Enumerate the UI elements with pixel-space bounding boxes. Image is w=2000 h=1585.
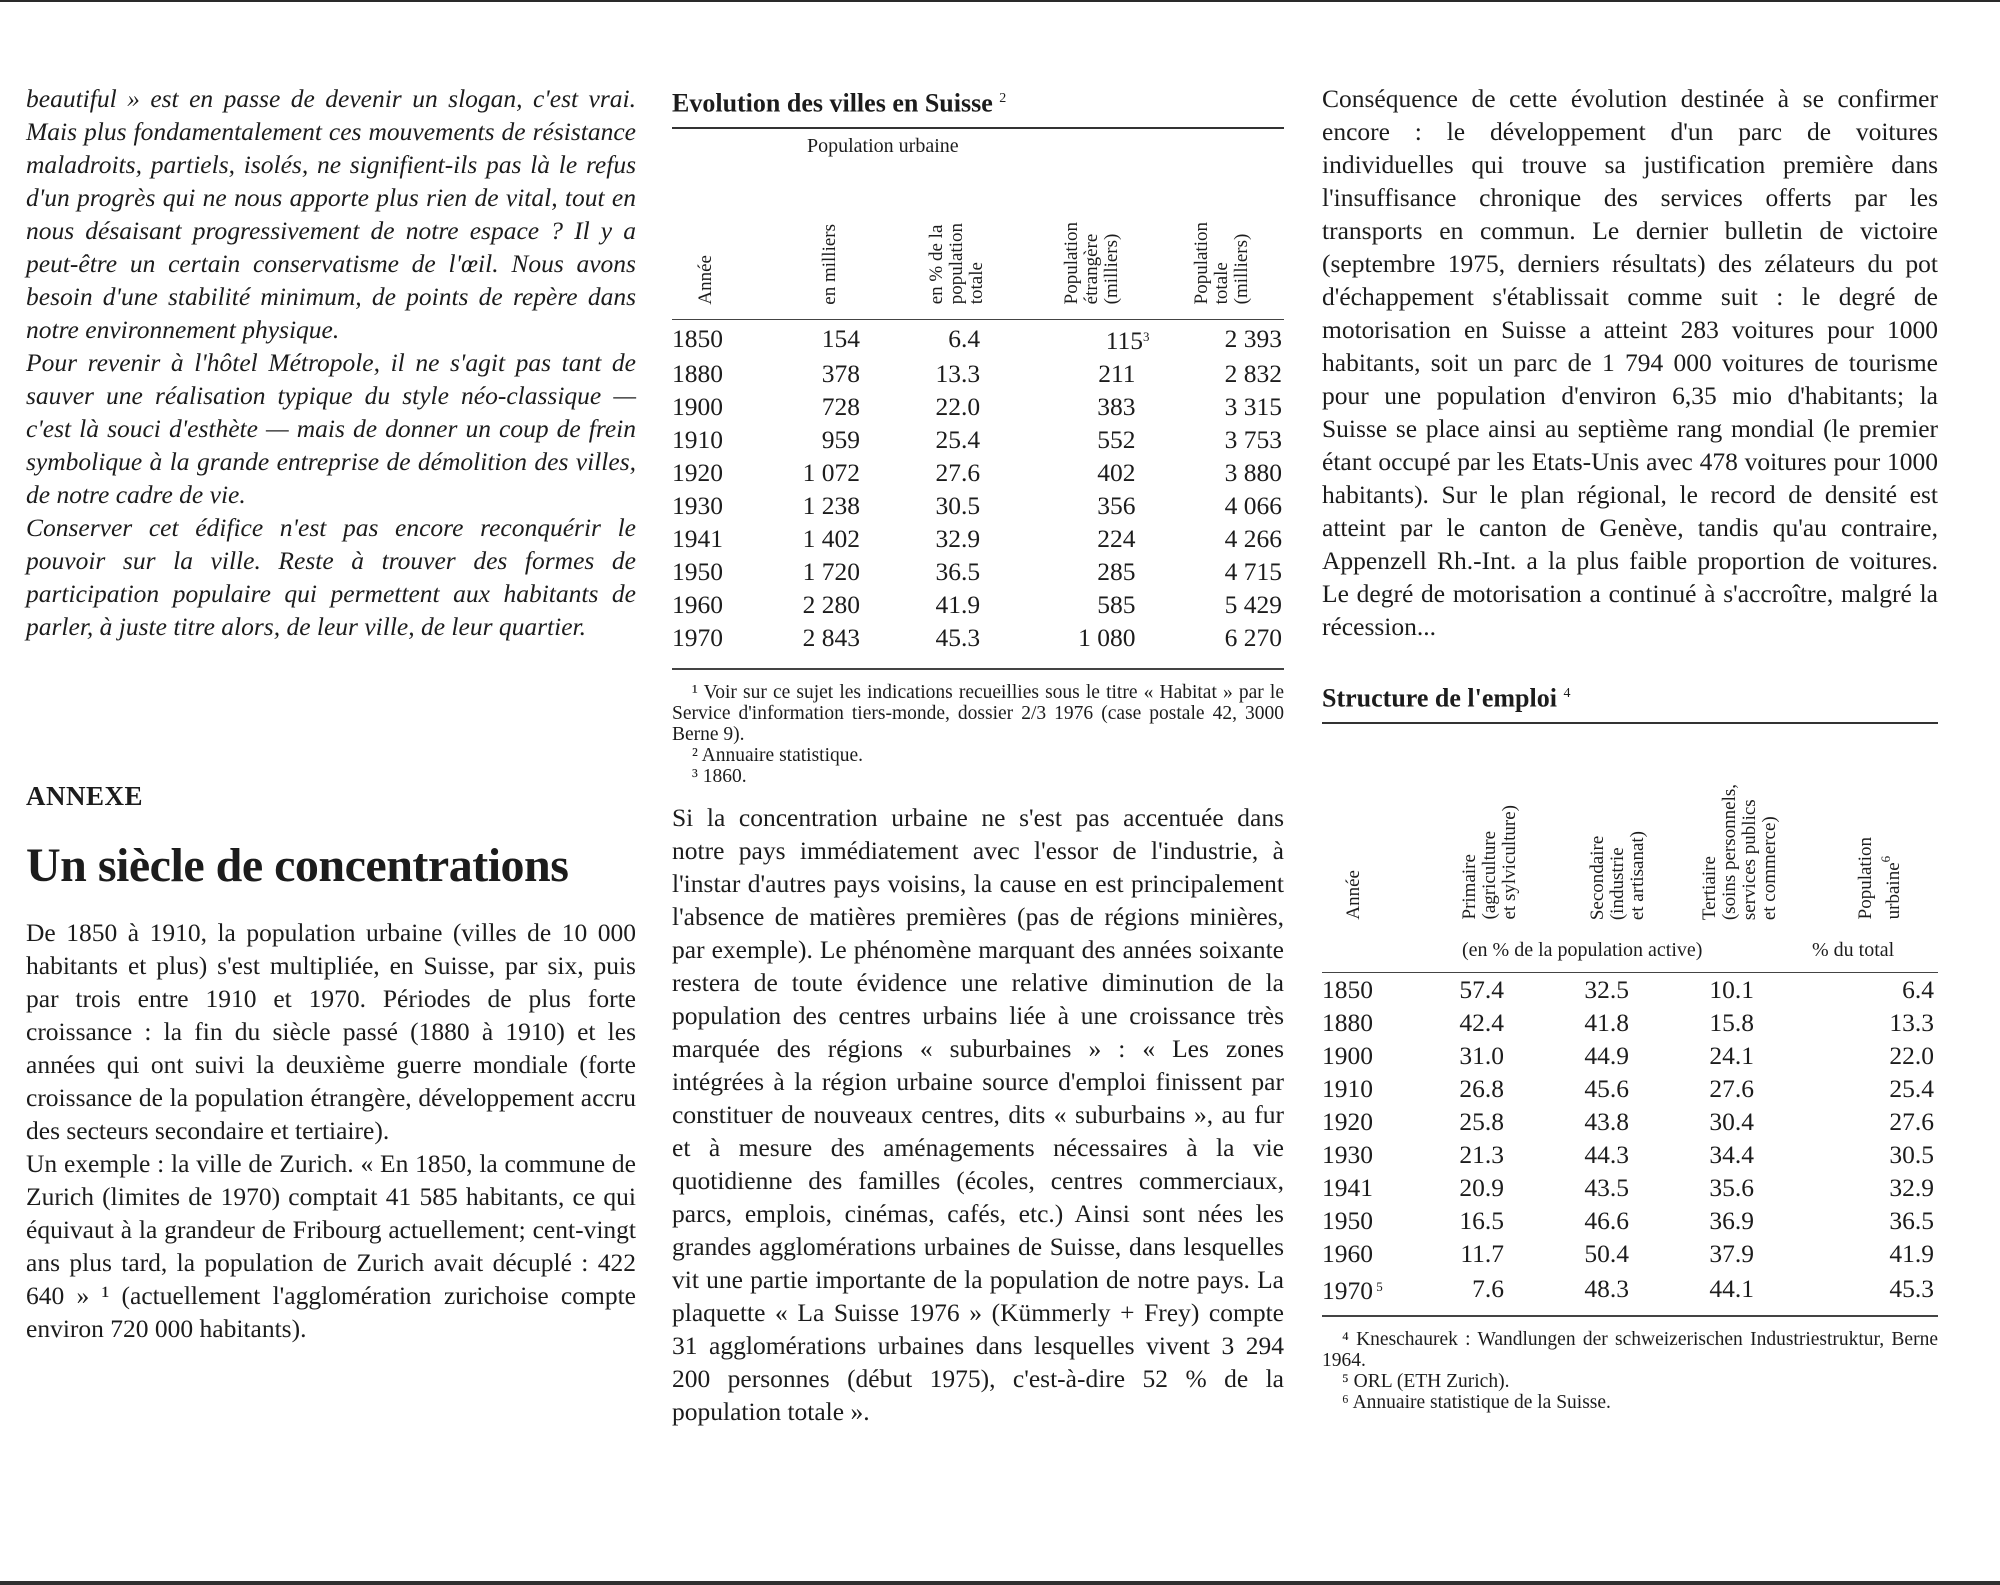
table-cell: 1920	[1322, 1107, 1373, 1137]
table-row	[1322, 973, 1938, 1006]
table-cell: 1910	[672, 425, 723, 455]
table-cell: 552	[1097, 425, 1136, 455]
table-cell: 1920	[672, 458, 723, 488]
table-cell: 1930	[672, 491, 723, 521]
table-cell: 36.5	[1889, 1206, 1934, 1236]
table-cell: 37.9	[1709, 1239, 1754, 1269]
table-cell: 43.5	[1584, 1173, 1629, 1203]
column-header: Primaire (agriculture et sylviculture)	[1459, 805, 1520, 920]
italic-text-block	[26, 82, 636, 643]
table-cell: 25.4	[935, 425, 981, 455]
footnote: ¹ Voir sur ce sujet les indications recueillies sous le titre « Habitat » par le Service d'information tiers-monde, dossier 2/3 1976 (case postale 42, 3000 Berne 9).	[672, 681, 1284, 745]
table-cell: 211	[1098, 359, 1136, 389]
table-cell: 3 753	[1224, 425, 1282, 455]
data-table	[1322, 973, 1938, 1307]
table-cell: 1 080	[1078, 623, 1136, 653]
paragraph: Un exemple : la ville de Zurich. « En 1850, la commune de Zurich (limites de 1970) comptait 41 585 habitants, ce qui équivaut à la grandeur de Fribourg actuellement; cent-vingt ans plus tard, la population de Zurich avait décuplé : 422 640 » ¹ (actuellement l'agglomération zurichoise compte environ 720 000 habitants).	[26, 1149, 636, 1343]
table-row	[672, 522, 1284, 555]
table-cell: 22.0	[935, 392, 981, 422]
table-cell: 44.3	[1584, 1140, 1629, 1170]
table-cell: 32.9	[935, 524, 981, 554]
table-cell: 45.6	[1584, 1074, 1629, 1104]
table-cell: 383	[1097, 392, 1136, 422]
footnote-ref: 6	[1878, 856, 1893, 863]
table-row	[1322, 1204, 1938, 1237]
table-cell: 6.4	[1902, 975, 1934, 1005]
table-cell: 30.5	[935, 491, 981, 521]
table-cell: 27.6	[935, 458, 981, 488]
table-row	[672, 423, 1284, 456]
paragraph: beautiful » est en passe de devenir un slogan, c'est vrai. Mais plus fondamentalement ces mouvements de résistance maladroits, partiels, isolés, ne signifient-ils pas là le refus d'un progrès qui ne nous apporte plus rien de vital, tout en nous désaisant progressivement de notre espace ? Il y a peut-être un certain conservatisme de l'œil. Nous avons besoin d'une stabilité minimum, de points de repère dans notre environnement physique.	[26, 84, 636, 344]
table-cell: 402	[1097, 458, 1136, 488]
column-header: Année	[1343, 870, 1364, 920]
table-cell: 34.4	[1709, 1140, 1754, 1170]
table-cell: 1880	[672, 359, 723, 389]
table-row	[1322, 1072, 1938, 1105]
table-cell: 1941	[1322, 1173, 1373, 1203]
table-cell: 285	[1097, 557, 1136, 587]
column-header: Tertiaire (soins personnels, services publics et commerce)	[1699, 783, 1780, 920]
table-row	[672, 357, 1284, 390]
table-cell: 41.9	[935, 590, 981, 620]
table-cell: 44.1	[1709, 1274, 1754, 1304]
table-row	[672, 390, 1284, 423]
footnote: ² Annuaire statistique.	[692, 744, 864, 766]
column-header: Secondaire (industrie et artisanat)	[1587, 830, 1648, 920]
table-row	[1322, 1237, 1938, 1270]
footnote: ⁴ Kneschaurek : Wandlungen der schweizerischen Industriestruktur, Berne 1964.	[1322, 1328, 1938, 1371]
paragraph: Si la concentration urbaine ne s'est pas accentuée dans notre pays immédiatement avec l'essor de l'industrie, à l'instar d'autres pays voisins, la cause en est principalement l'absence de matières premières (pas de régions minières, par exemple). Le phénomène marquant des années soixante restera de toute évidence une relative diminution de la population des centres urbains liée à une croissance très marquée des régions « suburbaines » : « Les zones intégrées à la région urbaine source d'emploi finissent par constituer de nouveaux centres, dits « suburbains », au fur et à mesure des aménagements nécessaires à la vie quotidienne des familles (écoles, centres commerciaux, parcs, emplois, cinémas, cafés, etc.) Ainsi sont nées les grandes agglomérations urbaines de Suisse, dans lesquelles vit une partie importante de la population de notre pays. La plaquette « La Suisse 1976 » (Kümmerly + Frey) compte 31 agglomérations urbaines dans lesquelles vivent 3 294 200 personnes (début 1975), c'est-à-dire 52 % de la population totale ».	[672, 802, 1284, 1426]
data-table	[672, 320, 1284, 654]
table-cell: 46.6	[1584, 1206, 1629, 1236]
paragraph: Pour revenir à l'hôtel Métropole, il ne s'agit pas tant de sauver une réalisation typique du style néo-classique — c'est là souci d'esthète — mais de donner un coup de frein symbolique à la grande entreprise de démolition des villes, de notre cadre de vie.	[26, 348, 636, 509]
table-cell: 1 720	[802, 557, 860, 587]
table-cell: 42.4	[1459, 1008, 1504, 1038]
table-cell: 48.3	[1584, 1274, 1629, 1304]
table-cell: 1960	[672, 590, 723, 620]
column-right	[1322, 82, 1938, 1413]
table-cell: 1930	[1322, 1140, 1373, 1170]
table-cell: 728	[821, 392, 860, 422]
paragraph: De 1850 à 1910, la population urbaine (villes de 10 000 habitants et plus) s'est multipliée, en Suisse, par six, puis par trois entre 1910 et 1970. Périodes de plus forte croissance : la fin du siècle passé (1880 à 1910) et les années qui ont suivi la deuxième guerre mondiale (forte croissance de la population étrangère, développement accru des secteurs secondaire et tertiaire).	[26, 918, 636, 1145]
table-cell: 27.6	[1709, 1074, 1754, 1104]
table-cell: 13.3	[935, 359, 981, 389]
table-cell: 1880	[1322, 1008, 1373, 1038]
table-cell: 13.3	[1889, 1008, 1934, 1038]
table-row	[672, 588, 1284, 621]
table-cell: 4 266	[1224, 524, 1282, 554]
column-header: Population totale (milliers)	[1191, 222, 1252, 305]
table-cell: 57.4	[1459, 975, 1504, 1005]
table-cell: 27.6	[1889, 1107, 1934, 1137]
paragraph: Conserver cet édifice n'est pas encore reconquérir le pouvoir sur la ville. Reste à trouver des formes de participation populaire qui permettent aux habitants de parler, à juste titre alors, de leur ville, de leur quartier.	[26, 513, 636, 641]
table-cell: 25.8	[1459, 1107, 1504, 1137]
table-cell: 1900	[672, 392, 723, 422]
table-cell: 41.8	[1584, 1008, 1629, 1038]
footnotes	[1322, 1329, 1938, 1413]
table-cell: 45.3	[935, 623, 981, 653]
table-cell: 32.5	[1584, 975, 1629, 1005]
table-cell: 1970 $^5$	[1322, 1276, 1383, 1306]
table-cell: 1970	[672, 623, 723, 653]
table-row	[1322, 1006, 1938, 1039]
table-cell: 2 832	[1224, 359, 1282, 389]
table-cell: 1 072	[802, 458, 860, 488]
table-cell: 378	[821, 359, 860, 389]
table-cell: 356	[1097, 491, 1136, 521]
table-row	[672, 320, 1284, 357]
table-cell: 11.7	[1460, 1239, 1504, 1269]
table-cell: 16.5	[1459, 1206, 1504, 1236]
table-title-text: Evolution des villes en Suisse	[672, 88, 993, 118]
footnotes	[672, 682, 1284, 787]
table-cell: 2 843	[802, 623, 860, 653]
column-header: en milliers	[819, 223, 840, 305]
table-cell: 585	[1097, 590, 1136, 620]
table-cell: 36.9	[1709, 1206, 1754, 1236]
column-left	[26, 82, 636, 1345]
table-cell: 21.3	[1459, 1140, 1504, 1170]
table-title	[672, 82, 1284, 121]
section-title: Un siècle de concentrations	[26, 839, 569, 892]
table-cell: 31.0	[1459, 1041, 1504, 1071]
table-cell: 6 270	[1224, 623, 1282, 653]
table-cell: 41.9	[1889, 1239, 1934, 1269]
table-cell: 1950	[672, 557, 723, 587]
group-header: Population urbaine	[807, 134, 959, 157]
table-cell: 25.4	[1889, 1074, 1934, 1104]
table-row	[1322, 1039, 1938, 1072]
column-header	[1856, 837, 1904, 919]
bottom-rule	[0, 1581, 2000, 1585]
table-cell: 22.0	[1889, 1041, 1934, 1071]
table-bottom-rule	[672, 668, 1284, 670]
table-cell: 30.5	[1889, 1140, 1934, 1170]
table-cell: 32.9	[1889, 1173, 1934, 1203]
table-cell: 2 393	[1224, 324, 1282, 354]
footnote: ⁶ Annuaire statistique de la Suisse.	[1342, 1391, 1611, 1413]
footnote: ⁵ ORL (ETH Zurich).	[1342, 1370, 1510, 1392]
table-cell: 1910	[1322, 1074, 1373, 1104]
table-cell: 7.6	[1472, 1274, 1504, 1304]
table-title	[1322, 677, 1938, 716]
table-cell: 36.5	[935, 557, 981, 587]
table-cell: 4 715	[1224, 557, 1282, 587]
footnote-ref: 2	[999, 91, 1007, 106]
table-cell: 24.1	[1709, 1041, 1754, 1071]
table-cell: 50.4	[1584, 1239, 1629, 1269]
table-row	[672, 555, 1284, 588]
table-row	[1322, 1270, 1938, 1307]
table-row	[672, 456, 1284, 489]
table-cell: 1941	[672, 524, 723, 554]
table-row	[1322, 1138, 1938, 1171]
table-cell: 26.8	[1459, 1074, 1504, 1104]
footnote-ref: 5	[1373, 1279, 1383, 1295]
column-header-text: Population urbaine	[1855, 837, 1904, 920]
table-cell: 6.4	[948, 324, 981, 354]
column-header: Population étrangère (milliers)	[1061, 222, 1122, 305]
table-cell: 15.8	[1709, 1008, 1754, 1038]
table-cell: 3 315	[1224, 392, 1282, 422]
footnote-ref: 3	[1143, 329, 1150, 345]
footnote-ref: 4	[1563, 686, 1571, 701]
table-cell: 35.6	[1709, 1173, 1754, 1203]
table-cell: 224	[1097, 524, 1136, 554]
table-cell: 154	[821, 324, 860, 354]
table-cell: 44.9	[1584, 1041, 1629, 1071]
table-row	[672, 621, 1284, 654]
table-row	[672, 489, 1284, 522]
table-title-text: Structure de l'emploi	[1322, 683, 1557, 713]
table-cell: 5 429	[1224, 590, 1282, 620]
table-row	[1322, 1171, 1938, 1204]
table-cell: 1950	[1322, 1206, 1373, 1236]
table-cell: 1 238	[802, 491, 860, 521]
top-rule	[0, 0, 2000, 2]
table-bottom-rule	[1322, 1315, 1938, 1317]
paragraph: Conséquence de cette évolution destinée à se confirmer encore : le développement d'un parc de voitures individuelles qui trouve sa justification première dans l'insuffisance chronique des services offerts par les transports en commun. Le dernier bulletin de victoire (septembre 1975, derniers résultats) des zélateurs du pot d'échappement s'établissait comme suit : le degré de motorisation en Suisse a atteint 283 voitures pour 1000 habitants, soit un parc de 1 794 000 voitures de tourisme pour une population d'environ 6,35 mio d'habitants; la Suisse se place ainsi au septième rang mondial (le premier étant occupé par les Etats-Unis avec 478 voitures pour 1000 habitants). Sur le plan régional, le record de densité est atteint par le canton de Genève, tandis qu'au contraire, Appenzell Rh.-Int. a la plus faible proportion de voitures. Le degré de motorisation a continué à s'accroître, malgré la récession...	[1322, 84, 1938, 641]
subheader: (en % de la population active)	[1462, 938, 1703, 961]
table-header	[1322, 724, 1938, 972]
column-header: en % de la population totale	[926, 223, 987, 305]
subheader: % du total	[1812, 938, 1895, 961]
table-cell: 4 066	[1224, 491, 1282, 521]
table-cell: 959	[821, 425, 860, 455]
table-cell: 1900	[1322, 1041, 1373, 1071]
table-row	[1322, 1105, 1938, 1138]
table-cell: 30.4	[1709, 1107, 1754, 1137]
table-cell: 10.1	[1709, 975, 1754, 1005]
column-middle	[672, 82, 1284, 1428]
table-cell: 2 280	[802, 590, 860, 620]
table-cell: 1850	[672, 324, 723, 354]
table-cell: 45.3	[1889, 1274, 1934, 1304]
section-label: ANNEXE	[26, 781, 144, 811]
table-header	[672, 129, 1284, 319]
table-cell: 1 402	[802, 524, 860, 554]
footnote: ³ 1860.	[692, 765, 747, 787]
table-cell: 20.9	[1459, 1173, 1504, 1203]
table-cell: 43.8	[1584, 1107, 1629, 1137]
table-cell: 3 880	[1224, 458, 1282, 488]
table-cell: 1850	[1322, 975, 1373, 1005]
body-text-block	[26, 916, 636, 1345]
table-cell: 1960	[1322, 1239, 1373, 1269]
column-header: Année	[695, 255, 716, 305]
table-cell: 115$^3$	[1105, 326, 1150, 356]
